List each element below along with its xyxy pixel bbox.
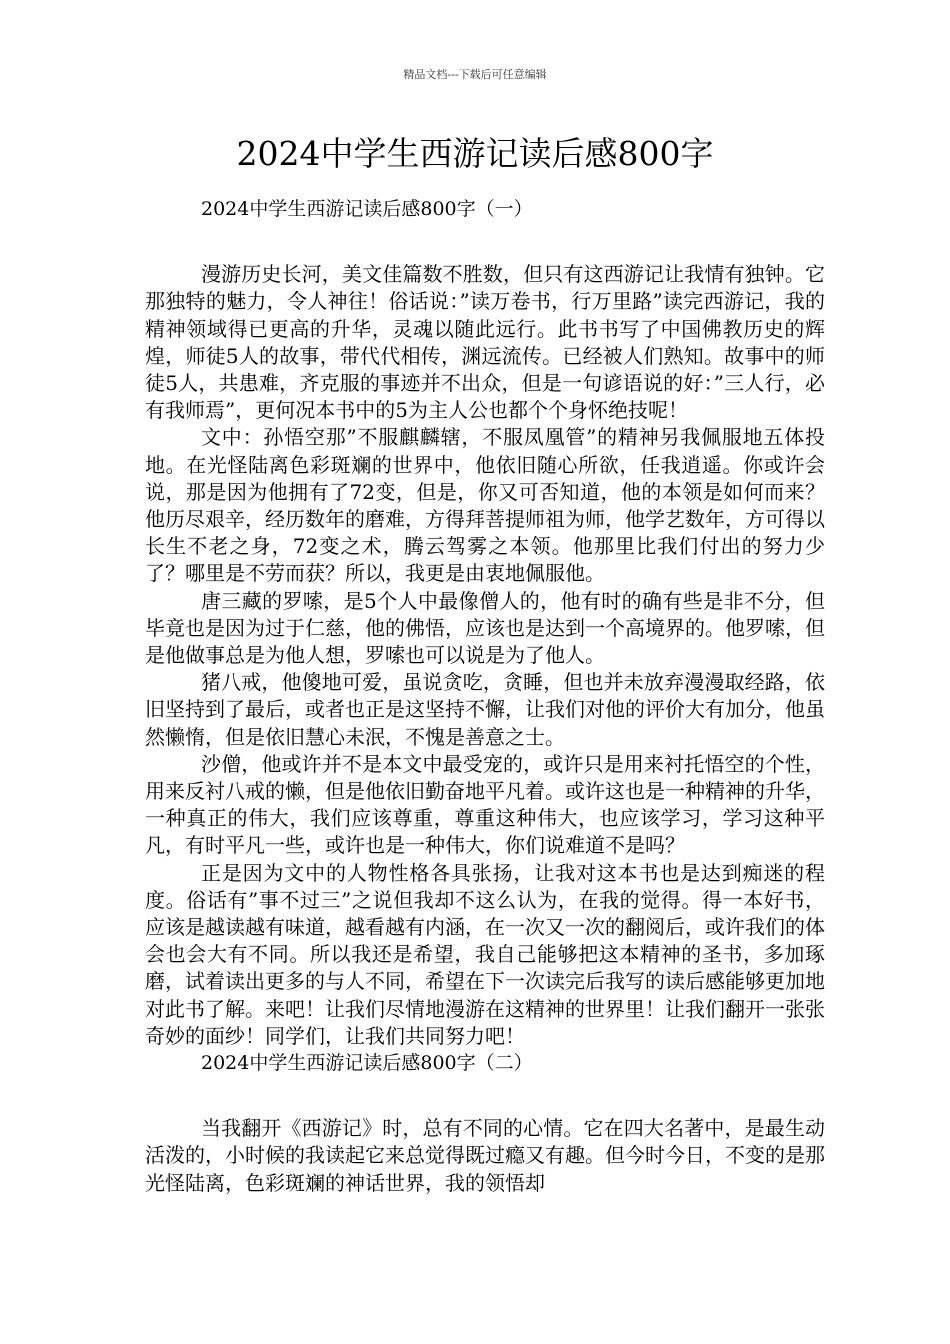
section-1-subtitle: 2024中学生西游记读后感800字（一） bbox=[201, 198, 533, 220]
page-header: 精品文档---下载后可任意编辑 bbox=[403, 68, 547, 81]
document-body bbox=[145, 196, 825, 1197]
spacer bbox=[145, 1077, 825, 1115]
paragraph: 正是因为文中的人物性格各具张扬，让我对这本书也是达到痴迷的程度。俗话有”事不过三”之说但我却不这么认为，在我的觉得。得一本好书，应该是越读越有味道，越看越有内涵，在一次又一次的翻阅后，或许我们的体会也会大有不同。所以我还是希望，我自己能够把这本精神的圣书，多加琢磨，试着读出更多的与人不同，希望在下一次读完后我写的读后感能够更加地对此书了解。来吧！让我们尽情地漫游在这精神的世界里！让我们翻开一张张奇妙的面纱！同学们，让我们共同努力吧！ bbox=[145, 860, 825, 1048]
spacer bbox=[145, 223, 825, 261]
paragraph: 猪八戒，他傻地可爱，虽说贪吃，贪睡，但也并未放弃漫漫取经路，依旧坚持到了最后，或者也正是这坚持不懈，让我们对他的评价大有加分，他虽然懒惰，但是依旧慧心未泯，不愧是善意之士。 bbox=[145, 670, 825, 749]
section-2-subtitle: 2024中学生西游记读后感800字（二） bbox=[201, 1052, 533, 1075]
paragraph: 漫游历史长河，美文佳篇数不胜数，但只有这西游记让我情有独钟。它那独特的魅力，令人神往！俗话说：”读万卷书，行万里路”读完西游记，我的精神领域得已更高的升华，灵魂以随此远行。此书书写了中国佛教历史的辉煌，师徒5人的故事，带代代相传，渊远流传。已经被人们熟知。故事中的师徒5人，共患难，齐克服的事迹并不出众，但是一句谚语说的好：”三人行，必有我师焉”，更何况本书中的5为主人公也都个个身怀绝技呢！ bbox=[145, 262, 825, 423]
paragraph: 唐三藏的罗嗦，是5个人中最像僧人的，他有时的确有些是非不分，但毕竟也是因为过于仁慈，他的佛悟，应该也是达到一个高境界的。他罗嗦，但是他做事总是为他人想，罗嗦也可以说是为了他人。 bbox=[145, 588, 825, 668]
paragraph: 当我翻开《西游记》时，总有不同的心情。它在四大名著中，是最生动活泼的，小时候的我读起它来总觉得既过瘾又有趣。但今时今日，不变的是那光怪陆离，色彩斑斓的神话世界，我的领悟却 bbox=[145, 1116, 825, 1195]
paragraph: 沙僧，他或许并不是本文中最受宠的，或许只是用来衬托悟空的个性，用来反衬八戒的懒，但是他依旧勤奋地平凡着。或许这也是一种精神的升华，一种真正的伟大，我们应该尊重，尊重这种伟大，也应该学习，学习这种平凡，有时平凡一些，或许也是一种伟大，你们说难道不是吗？ bbox=[145, 751, 825, 858]
paragraph: 文中：孙悟空那”不服麒麟辖，不服凤凰管”的精神另我佩服地五体投地。在光怪陆离色彩斑斓的世界中，他依旧随心所欲，任我逍遥。你或许会说，那是因为他拥有了72变，但是，你又可否知道，他的本领是如何而来？他历尽艰辛，经历数年的磨难，方得拜菩提师祖为师，他学艺数年，方可得以长生不老之身，72变之术，腾云驾雾之本领。他那里比我们付出的努力少了？哪里是不劳而获？所以，我更是由衷地佩服他。 bbox=[145, 425, 825, 586]
document-title: 2024中学生西游记读后感800字 bbox=[236, 134, 714, 173]
